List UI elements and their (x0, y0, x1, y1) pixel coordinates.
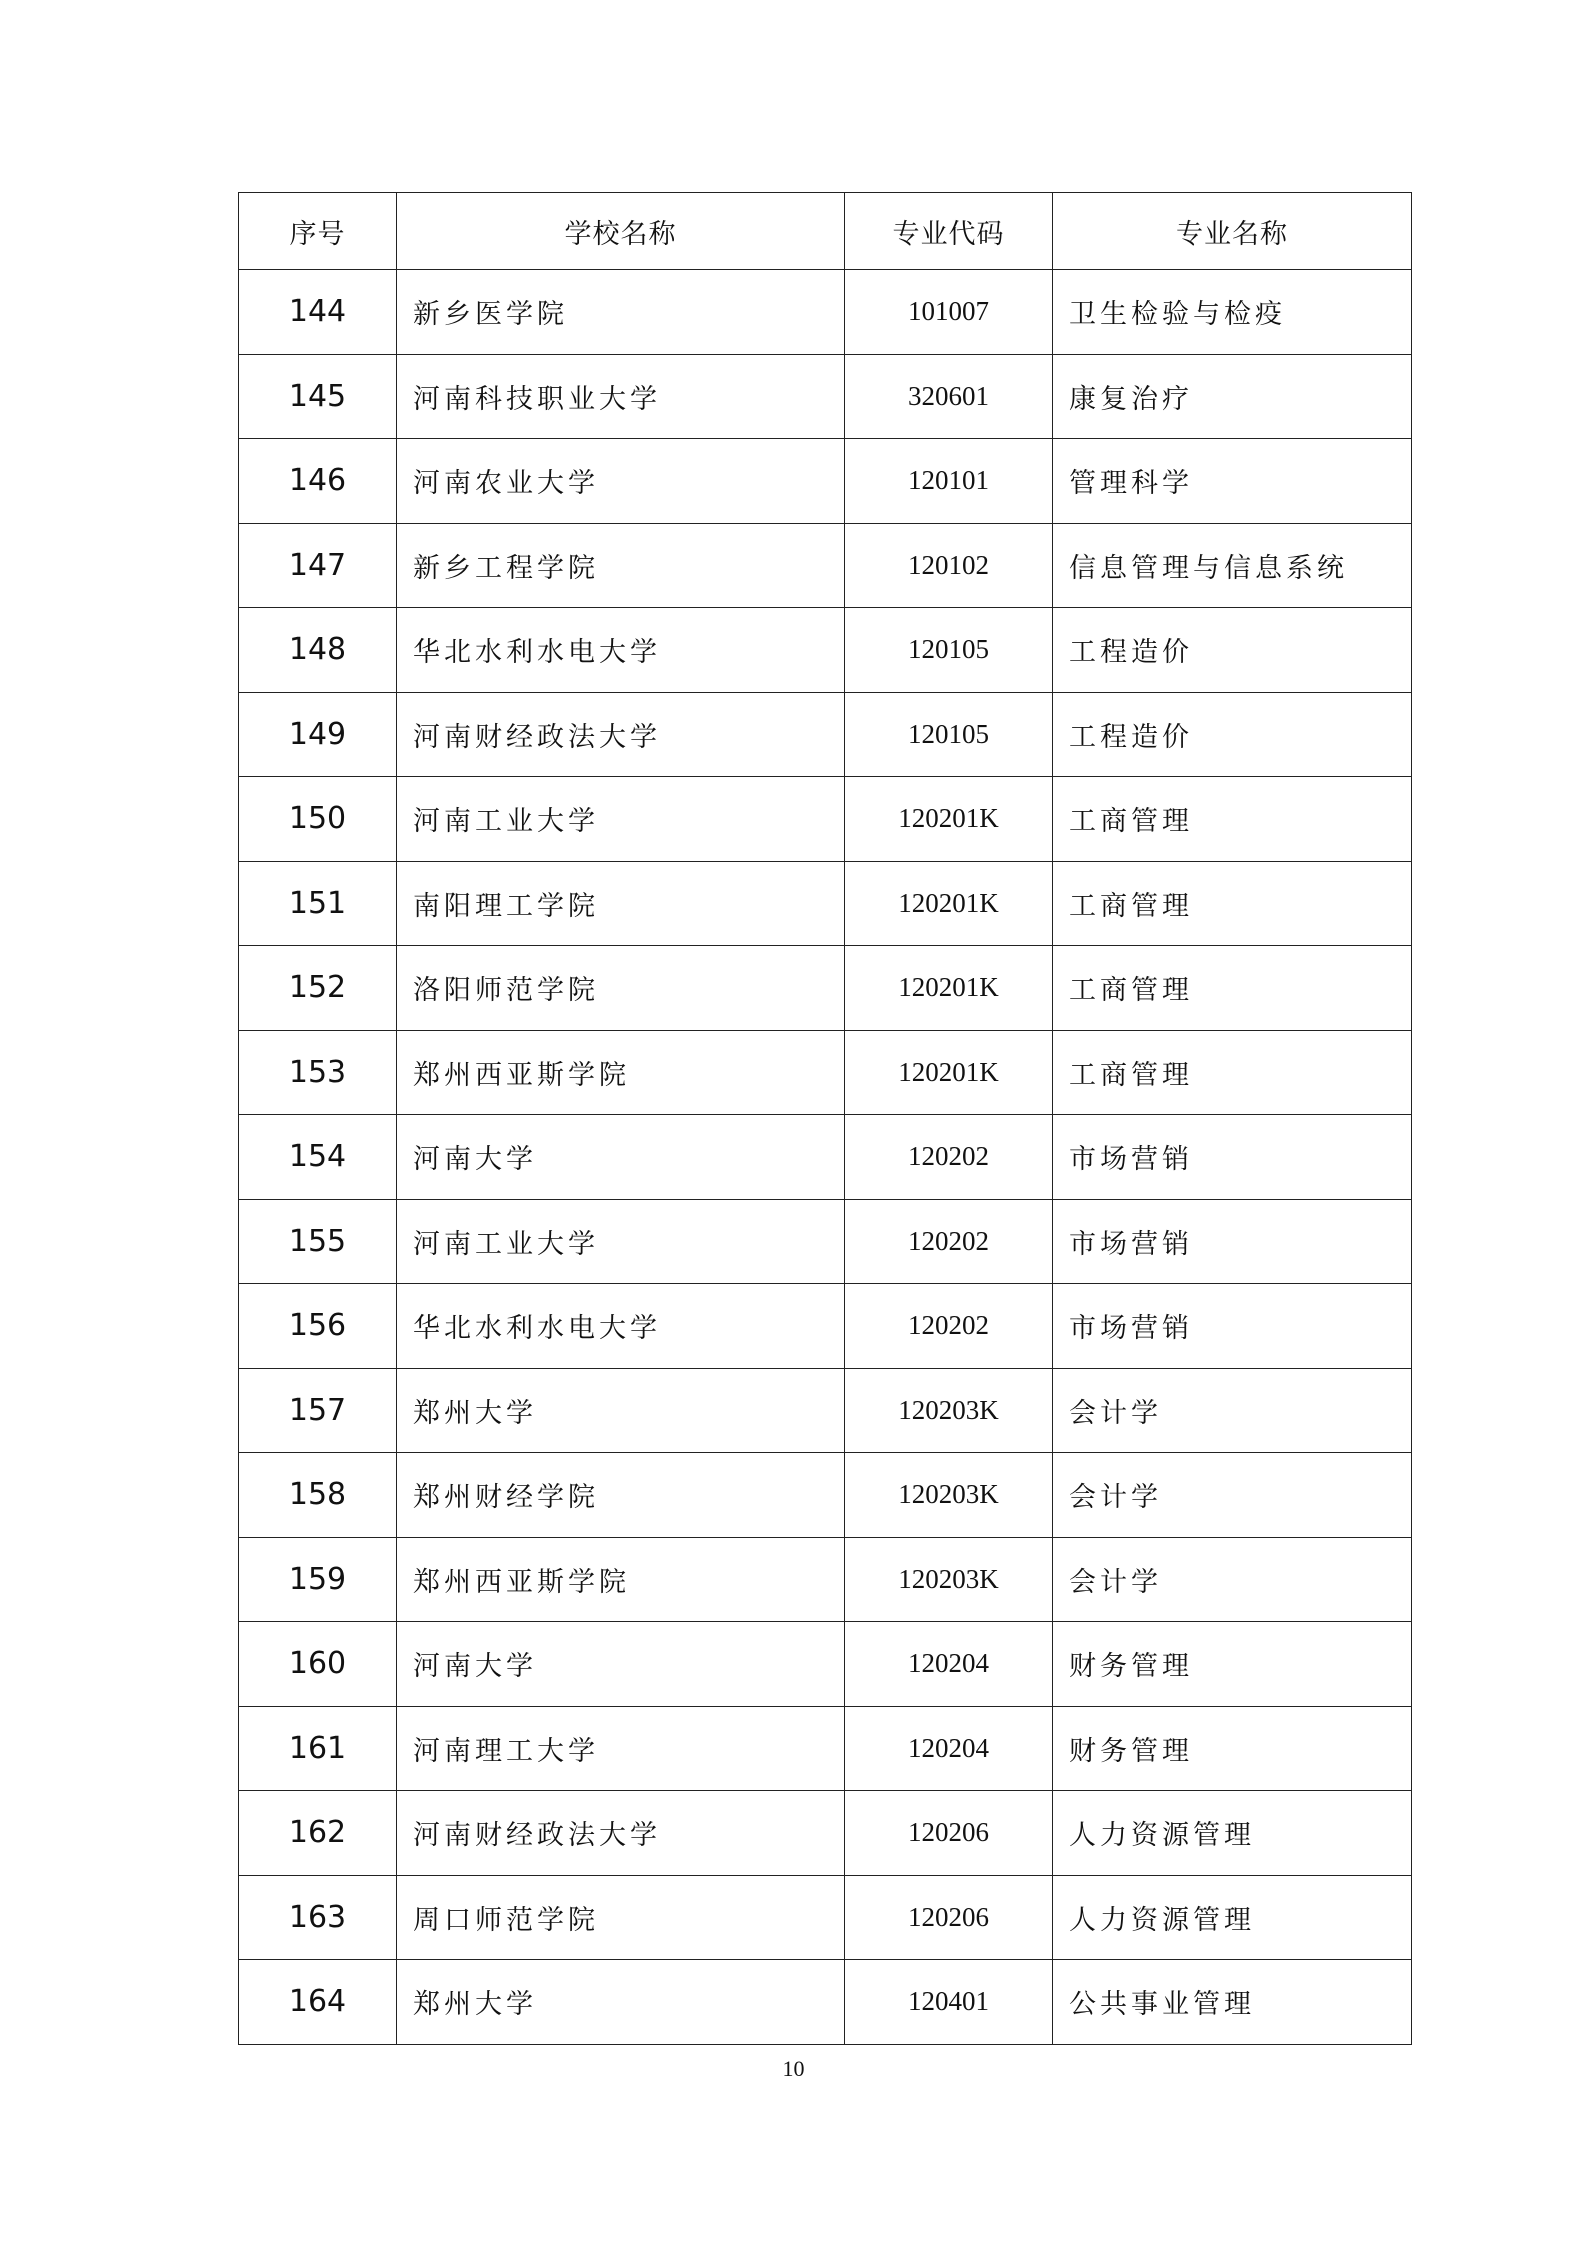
page-number: 10 (782, 2056, 805, 2081)
cell-seq: 152 (239, 946, 397, 1031)
table-row (239, 1368, 1412, 1453)
cell-seq: 157 (239, 1368, 397, 1453)
cell-school-name: 河南工业大学 (397, 1199, 845, 1284)
table-row (239, 1199, 1412, 1284)
cell-seq: 154 (239, 1115, 397, 1200)
cell-school-name: 河南大学 (397, 1622, 845, 1707)
cell-major-code: 120202 (845, 1115, 1053, 1200)
cell-major-code: 120204 (845, 1706, 1053, 1791)
cell-seq: 149 (239, 692, 397, 777)
cell-seq: 161 (239, 1706, 397, 1791)
cell-seq: 145 (239, 354, 397, 439)
cell-seq: 162 (239, 1791, 397, 1876)
majors-table (238, 192, 1412, 2045)
table-row (239, 1537, 1412, 1622)
cell-seq: 151 (239, 861, 397, 946)
cell-seq: 148 (239, 608, 397, 693)
cell-major-code: 120201K (845, 861, 1053, 946)
cell-seq: 155 (239, 1199, 397, 1284)
cell-major-name: 会计学 (1053, 1368, 1412, 1453)
cell-major-name: 市场营销 (1053, 1284, 1412, 1369)
cell-school-name: 河南科技职业大学 (397, 354, 845, 439)
table-row (239, 1030, 1412, 1115)
cell-school-name: 华北水利水电大学 (397, 608, 845, 693)
cell-major-code: 120206 (845, 1791, 1053, 1876)
cell-major-name: 卫生检验与检疫 (1053, 270, 1412, 355)
cell-school-name: 郑州财经学院 (397, 1453, 845, 1538)
table-row (239, 439, 1412, 524)
cell-major-code: 120401 (845, 1960, 1053, 2045)
cell-major-name: 市场营销 (1053, 1115, 1412, 1200)
cell-major-name: 康复治疗 (1053, 354, 1412, 439)
cell-major-name: 工商管理 (1053, 861, 1412, 946)
table-row (239, 1453, 1412, 1538)
cell-major-code: 120201K (845, 777, 1053, 862)
cell-major-code: 120202 (845, 1199, 1053, 1284)
cell-major-name: 人力资源管理 (1053, 1791, 1412, 1876)
table-row (239, 777, 1412, 862)
header-row (239, 193, 1412, 270)
cell-major-code: 120203K (845, 1368, 1053, 1453)
cell-school-name: 华北水利水电大学 (397, 1284, 845, 1369)
table-row (239, 1284, 1412, 1369)
cell-major-code: 120201K (845, 1030, 1053, 1115)
table-row (239, 523, 1412, 608)
cell-seq: 158 (239, 1453, 397, 1538)
cell-major-name: 信息管理与信息系统 (1053, 523, 1412, 608)
cell-school-name: 郑州大学 (397, 1368, 845, 1453)
cell-school-name: 洛阳师范学院 (397, 946, 845, 1031)
table-row (239, 1622, 1412, 1707)
cell-major-name: 财务管理 (1053, 1706, 1412, 1791)
cell-major-code: 120105 (845, 608, 1053, 693)
cell-major-code: 120203K (845, 1537, 1053, 1622)
cell-major-code: 320601 (845, 354, 1053, 439)
cell-seq: 150 (239, 777, 397, 862)
cell-seq: 144 (239, 270, 397, 355)
cell-seq: 159 (239, 1537, 397, 1622)
cell-seq: 164 (239, 1960, 397, 2045)
cell-major-name: 人力资源管理 (1053, 1875, 1412, 1960)
header-major: 专业名称 (1053, 193, 1412, 270)
cell-school-name: 新乡医学院 (397, 270, 845, 355)
cell-school-name: 郑州大学 (397, 1960, 845, 2045)
cell-major-name: 工商管理 (1053, 777, 1412, 862)
table-row (239, 1706, 1412, 1791)
cell-school-name: 河南大学 (397, 1115, 845, 1200)
cell-major-code: 120201K (845, 946, 1053, 1031)
cell-major-name: 会计学 (1053, 1537, 1412, 1622)
cell-seq: 160 (239, 1622, 397, 1707)
cell-seq: 163 (239, 1875, 397, 1960)
table-header (239, 193, 1412, 270)
table-row (239, 270, 1412, 355)
table-row (239, 608, 1412, 693)
cell-school-name: 河南财经政法大学 (397, 692, 845, 777)
cell-major-code: 120204 (845, 1622, 1053, 1707)
cell-school-name: 郑州西亚斯学院 (397, 1030, 845, 1115)
cell-major-code: 120202 (845, 1284, 1053, 1369)
cell-school-name: 新乡工程学院 (397, 523, 845, 608)
table-row (239, 1791, 1412, 1876)
cell-major-code: 101007 (845, 270, 1053, 355)
table-row (239, 1960, 1412, 2045)
table-row (239, 861, 1412, 946)
cell-major-name: 会计学 (1053, 1453, 1412, 1538)
cell-school-name: 周口师范学院 (397, 1875, 845, 1960)
cell-school-name: 河南理工大学 (397, 1706, 845, 1791)
header-seq: 序号 (239, 193, 397, 270)
header-school: 学校名称 (397, 193, 845, 270)
cell-school-name: 南阳理工学院 (397, 861, 845, 946)
cell-major-name: 工程造价 (1053, 608, 1412, 693)
cell-seq: 156 (239, 1284, 397, 1369)
cell-major-name: 公共事业管理 (1053, 1960, 1412, 2045)
cell-major-name: 工商管理 (1053, 946, 1412, 1031)
table-row (239, 1115, 1412, 1200)
header-code: 专业代码 (845, 193, 1053, 270)
cell-major-name: 市场营销 (1053, 1199, 1412, 1284)
table-body (239, 270, 1412, 2045)
cell-seq: 146 (239, 439, 397, 524)
cell-school-name: 河南工业大学 (397, 777, 845, 862)
cell-major-code: 120203K (845, 1453, 1053, 1538)
table-row (239, 354, 1412, 439)
table-row (239, 692, 1412, 777)
cell-seq: 153 (239, 1030, 397, 1115)
cell-major-name: 管理科学 (1053, 439, 1412, 524)
cell-major-code: 120101 (845, 439, 1053, 524)
cell-major-name: 工商管理 (1053, 1030, 1412, 1115)
cell-major-name: 工程造价 (1053, 692, 1412, 777)
cell-seq: 147 (239, 523, 397, 608)
table-row (239, 946, 1412, 1031)
table-row (239, 1875, 1412, 1960)
cell-major-name: 财务管理 (1053, 1622, 1412, 1707)
cell-school-name: 河南农业大学 (397, 439, 845, 524)
cell-major-code: 120105 (845, 692, 1053, 777)
cell-major-code: 120206 (845, 1875, 1053, 1960)
cell-school-name: 郑州西亚斯学院 (397, 1537, 845, 1622)
cell-school-name: 河南财经政法大学 (397, 1791, 845, 1876)
cell-major-code: 120102 (845, 523, 1053, 608)
